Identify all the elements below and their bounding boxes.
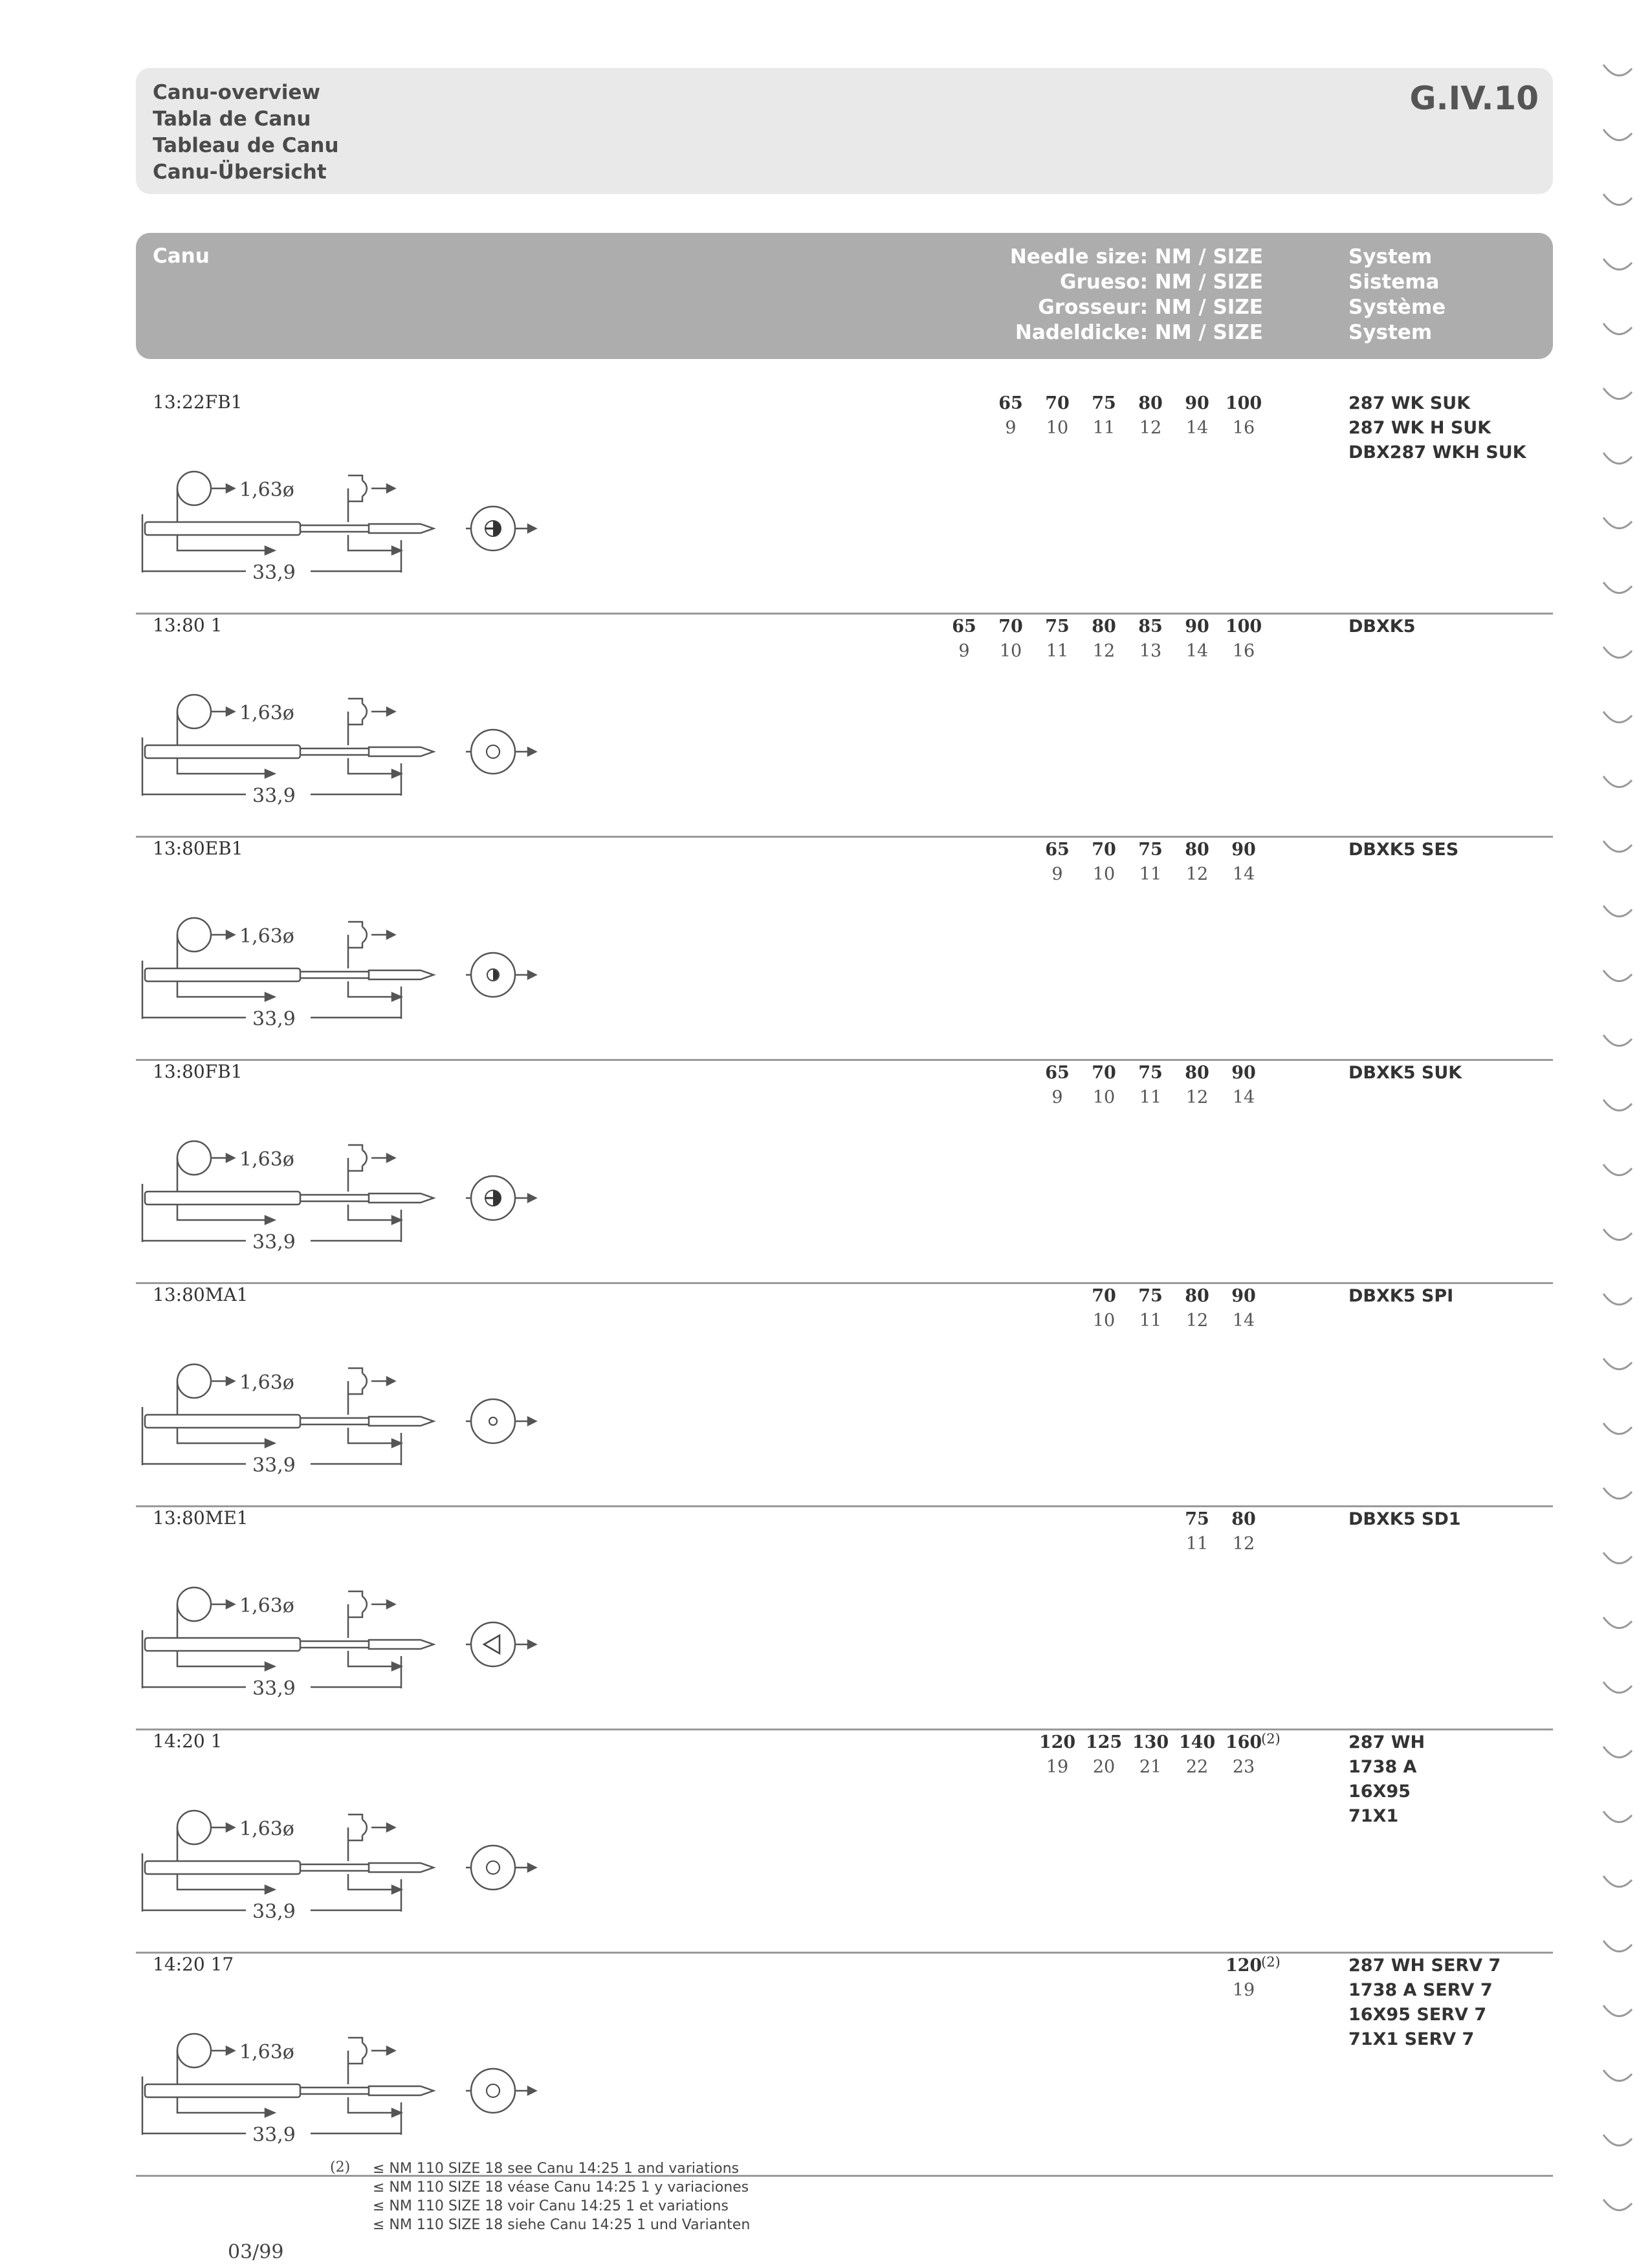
system-name: 71X1 SERV 7 [1348, 2029, 1475, 2049]
nm-value: 75 [1138, 840, 1163, 860]
footnote-ref: (2) [1261, 1731, 1281, 1747]
size-cell [1174, 1507, 1220, 1556]
nm-value: 130 [1132, 1732, 1169, 1752]
size-cell [1221, 1061, 1266, 1110]
canu-code: 13:80EB1 [153, 838, 243, 859]
size-cell [1128, 838, 1173, 887]
size-cell [1221, 1284, 1266, 1333]
table-row [136, 1061, 1553, 1284]
needle-size-en: Needle size: NM / SIZE [1009, 245, 1263, 268]
size-value: 9 [958, 641, 970, 661]
nm-value: 80 [1231, 1509, 1256, 1529]
system-fr: Système [1348, 296, 1446, 319]
nm-value: 65 [952, 616, 976, 637]
nm-value: 80 [1185, 1063, 1209, 1083]
size-value: 20 [1092, 1757, 1116, 1777]
length-label: 33,9 [252, 1231, 296, 1254]
canu-code: 13:80FB1 [153, 1061, 243, 1082]
system-name: 287 WK H SUK [1348, 418, 1491, 438]
length-label: 33,9 [252, 562, 296, 584]
needle-drawing [136, 2025, 654, 2154]
needle-drawing [136, 686, 654, 815]
canu-code: 14:20 1 [153, 1730, 223, 1752]
canu-code: 13:80MA1 [153, 1284, 248, 1305]
system-list [1348, 1730, 1425, 1829]
table-row [136, 1284, 1553, 1507]
nm-value: 160 (2) [1221, 1730, 1266, 1755]
triangle-point-icon [484, 1635, 500, 1653]
nm-value: 90 [1185, 393, 1209, 413]
length-label: 33,9 [252, 2124, 296, 2146]
size-value: 14 [1185, 418, 1209, 438]
size-value: 9 [1051, 864, 1063, 884]
size-cell [1081, 1061, 1127, 1110]
size-value: 12 [1139, 418, 1162, 438]
nm-value: 75 [1045, 616, 1070, 637]
size-value: 11 [1139, 1311, 1162, 1331]
nm-value: 80 [1185, 1286, 1209, 1306]
size-cell [1174, 1284, 1220, 1333]
size-value: 19 [1232, 1980, 1255, 2000]
column-header [136, 233, 1553, 359]
size-value: 10 [999, 641, 1022, 661]
canu-code: 14:20 17 [153, 1954, 234, 1975]
length-label: 33,9 [252, 785, 296, 807]
size-value: 14 [1232, 1311, 1255, 1331]
system-name: 287 WH SERV 7 [1348, 1956, 1501, 1976]
round-point-icon [487, 745, 500, 758]
length-label: 33,9 [252, 1454, 296, 1477]
nm-value: 90 [1231, 1286, 1256, 1306]
system-name: DBX287 WKH SUK [1348, 442, 1526, 463]
light-ball-point-icon [487, 969, 499, 981]
system-en: System [1348, 245, 1433, 268]
needle-size-es: Grueso: NM / SIZE [1060, 270, 1263, 294]
diameter-label: 1,63ø [239, 925, 294, 948]
length-label: 33,9 [252, 1901, 296, 1923]
system-name: 287 WH [1348, 1732, 1425, 1752]
nm-value: 65 [1045, 1063, 1070, 1083]
needle-drawing [136, 463, 654, 592]
size-cell [941, 615, 987, 664]
needle-drawing [136, 1802, 654, 1931]
size-value: 9 [1051, 1087, 1063, 1107]
needle-size-fr: Grosseur: NM / SIZE [1038, 296, 1263, 319]
page-code: G.IV.10 [1409, 80, 1539, 117]
size-cell [1174, 1730, 1220, 1780]
nm-value: 70 [1045, 393, 1070, 413]
nm-value: 65 [1045, 840, 1070, 860]
system-name: DBXK5 SUK [1348, 1063, 1462, 1083]
header-titles [153, 80, 339, 186]
needle-size-de: Nadeldicke: NM / SIZE [1015, 321, 1263, 344]
size-cell [1174, 838, 1220, 887]
nm-value: 90 [1231, 1063, 1256, 1083]
size-cell [1221, 1730, 1281, 1780]
nm-value: 90 [1185, 616, 1209, 637]
size-value: 11 [1092, 418, 1116, 438]
system-name: 16X95 [1348, 1782, 1411, 1802]
system-name: DBXK5 SES [1348, 840, 1459, 860]
size-value: 12 [1185, 1087, 1209, 1107]
system-name: DBXK5 SPI [1348, 1286, 1454, 1306]
size-value: 12 [1185, 1311, 1209, 1331]
size-cell [1221, 1954, 1281, 2003]
size-cell [1035, 1730, 1080, 1780]
system-list [1348, 1507, 1461, 1532]
nm-value: 100 [1225, 616, 1262, 637]
canu-code: 13:22FB1 [153, 391, 243, 413]
header-box [136, 68, 1553, 194]
binder-holes [1598, 52, 1637, 2264]
size-value: 10 [1092, 1087, 1116, 1107]
size-cell [1221, 838, 1266, 887]
table-row [136, 391, 1553, 615]
system-es: Sistema [1348, 270, 1440, 294]
size-value: 9 [1005, 418, 1017, 438]
needle-drawing [136, 1355, 654, 1485]
column-canu: Canu [153, 245, 210, 268]
column-needle-size [1010, 245, 1263, 345]
size-value: 23 [1232, 1757, 1255, 1777]
nm-value: 140 [1178, 1732, 1216, 1752]
size-value: 10 [1092, 1311, 1116, 1331]
nm-value: 100 [1225, 393, 1262, 413]
nm-value: 120 [1039, 1732, 1076, 1752]
size-value: 16 [1232, 641, 1255, 661]
size-value: 14 [1232, 1087, 1255, 1107]
needle-drawing [136, 909, 654, 1038]
table-row [136, 1730, 1553, 1954]
nm-value: 70 [1092, 1286, 1116, 1306]
size-value: 14 [1232, 864, 1255, 884]
size-value: 11 [1185, 1534, 1209, 1554]
footnote-mark: (2) [330, 2159, 351, 2175]
system-list [1348, 1284, 1453, 1309]
round-point-icon [487, 1861, 500, 1874]
footnote-lines [373, 2159, 955, 2234]
size-value: 14 [1185, 641, 1209, 661]
system-list [1348, 1954, 1501, 2052]
canu-code: 13:80 1 [153, 615, 223, 636]
size-value: 11 [1139, 864, 1162, 884]
footnote-line-fr: ≤ NM 110 SIZE 18 voir Canu 14:25 1 et variations [373, 2198, 729, 2214]
size-value: 21 [1139, 1757, 1162, 1777]
table-row [136, 838, 1553, 1061]
system-list [1348, 1061, 1462, 1085]
system-name: 1738 A [1348, 1757, 1417, 1777]
nm-value: 70 [998, 616, 1023, 637]
footnote-ref: (2) [1261, 1954, 1281, 1970]
size-cell [1174, 391, 1220, 441]
nm-value: 90 [1231, 840, 1256, 860]
system-name: DBXK5 SD1 [1348, 1509, 1461, 1529]
system-name: 287 WK SUK [1348, 393, 1471, 413]
small-round-point-icon [489, 1417, 497, 1425]
nm-value: 80 [1138, 393, 1163, 413]
size-value: 12 [1232, 1534, 1255, 1554]
table-row [136, 615, 1553, 838]
table-row [136, 1954, 1553, 2177]
size-value: 19 [1046, 1757, 1069, 1777]
diameter-label: 1,63ø [239, 1595, 294, 1617]
diameter-label: 1,63ø [239, 1148, 294, 1171]
footnote-line-en: ≤ NM 110 SIZE 18 see Canu 14:25 1 and variations [373, 2161, 740, 2177]
size-cell [1035, 391, 1080, 441]
nm-value: 80 [1185, 840, 1209, 860]
size-cell [1128, 1730, 1173, 1780]
nm-value: 70 [1092, 1063, 1116, 1083]
size-cell [1081, 615, 1127, 664]
size-cell [1221, 391, 1266, 441]
size-value: 11 [1139, 1087, 1162, 1107]
size-cell [1174, 615, 1220, 664]
size-value: 22 [1185, 1757, 1209, 1777]
canu-code: 13:80ME1 [153, 1507, 248, 1529]
size-cell [1081, 838, 1127, 887]
nm-value: 75 [1185, 1509, 1209, 1529]
size-cell [988, 615, 1033, 664]
length-label: 33,9 [252, 1677, 296, 1700]
size-cell [1035, 1061, 1080, 1110]
size-cell [1221, 615, 1266, 664]
footnote-line-es: ≤ NM 110 SIZE 18 véase Canu 14:25 1 y variaciones [373, 2179, 749, 2196]
size-cell [1128, 615, 1173, 664]
nm-value: 125 [1085, 1732, 1123, 1752]
size-value: 10 [1092, 864, 1116, 884]
nm-value: 75 [1092, 393, 1116, 413]
title-de: Canu-Übersicht [153, 160, 327, 184]
nm-value: 75 [1138, 1063, 1163, 1083]
diameter-label: 1,63ø [239, 702, 294, 725]
nm-value: 70 [1092, 840, 1116, 860]
size-cell [1081, 391, 1127, 441]
footnote-line-de: ≤ NM 110 SIZE 18 siehe Canu 14:25 1 und Varianten [373, 2217, 751, 2233]
size-cell [1128, 391, 1173, 441]
system-list [1348, 838, 1458, 862]
size-value: 10 [1046, 418, 1069, 438]
system-name: 16X95 SERV 7 [1348, 2005, 1487, 2025]
diameter-label: 1,63ø [239, 2041, 294, 2064]
nm-value: 85 [1138, 616, 1163, 637]
size-cell [1221, 1507, 1266, 1556]
size-value: 12 [1092, 641, 1116, 661]
system-name: 71X1 [1348, 1806, 1399, 1826]
size-cell [1081, 1730, 1127, 1780]
title-es: Tabla de Canu [153, 107, 311, 131]
nm-value: 80 [1092, 616, 1116, 637]
document-date: 03/99 [228, 2241, 284, 2263]
system-name: 1738 A SERV 7 [1348, 1980, 1493, 2000]
size-value: 13 [1139, 641, 1162, 661]
diameter-label: 1,63ø [239, 1371, 294, 1394]
size-value: 16 [1232, 418, 1255, 438]
needle-drawing [136, 1132, 654, 1261]
title-fr: Tableau de Canu [153, 134, 339, 157]
column-system [1348, 245, 1446, 345]
ball-point-half-icon [485, 521, 501, 536]
nm-value: 120 (2) [1221, 1954, 1266, 1978]
system-list [1348, 391, 1526, 465]
system-name: DBXK5 [1348, 616, 1416, 637]
diameter-label: 1,63ø [239, 1818, 294, 1840]
ball-point-half-icon [485, 1190, 501, 1206]
size-cell [988, 391, 1033, 441]
size-value: 12 [1185, 864, 1209, 884]
system-de: System [1348, 321, 1433, 344]
length-label: 33,9 [252, 1008, 296, 1030]
needle-drawing [136, 1578, 654, 1708]
nm-value: 75 [1138, 1286, 1163, 1306]
size-value: 11 [1046, 641, 1069, 661]
table-row [136, 1507, 1553, 1730]
title-en: Canu-overview [153, 81, 320, 104]
size-cell [1035, 615, 1080, 664]
round-point-icon [487, 2084, 500, 2097]
size-cell [1128, 1061, 1173, 1110]
diameter-label: 1,63ø [239, 479, 294, 501]
size-cell [1128, 1284, 1173, 1333]
size-cell [1035, 838, 1080, 887]
nm-value: 65 [998, 393, 1023, 413]
size-cell [1081, 1284, 1127, 1333]
system-list [1348, 615, 1416, 639]
size-cell [1174, 1061, 1220, 1110]
